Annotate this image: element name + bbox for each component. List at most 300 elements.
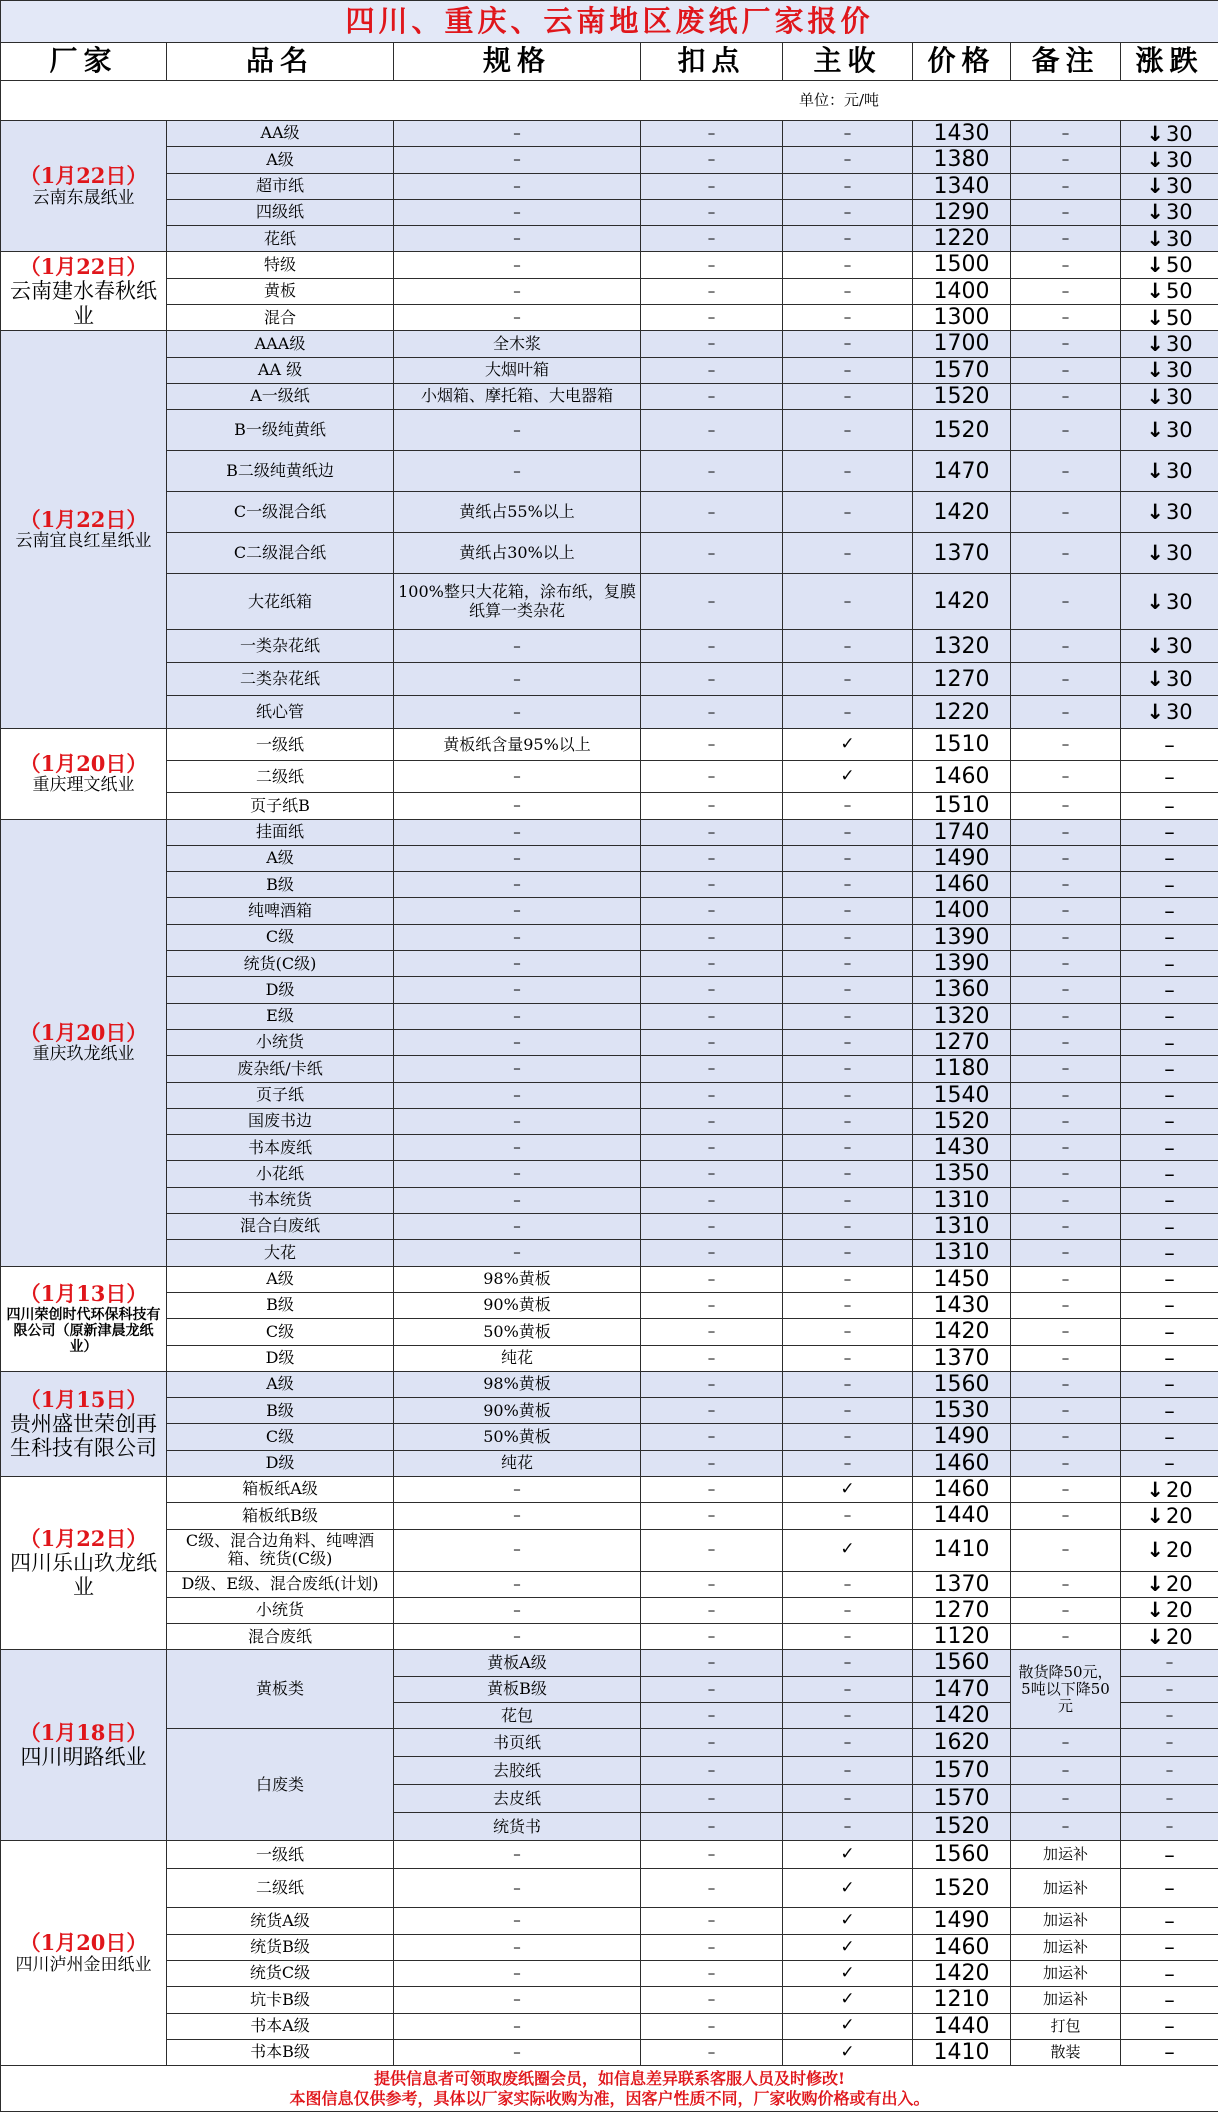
- price-change: –: [1121, 1785, 1218, 1813]
- table-row: [1, 630, 1218, 663]
- main-purchase-cell: –: [783, 1757, 913, 1785]
- price-change: [1121, 305, 1218, 331]
- product-name: C级: [167, 1319, 394, 1345]
- main-purchase-cell: –: [783, 1108, 913, 1134]
- spec-cell: 去皮纸: [394, 1785, 641, 1813]
- price-cell: 1420: [913, 1703, 1011, 1729]
- table-row: [1, 1624, 1218, 1650]
- change-value: 20: [1166, 1504, 1193, 1528]
- note-cell: 加运补: [1011, 1841, 1121, 1869]
- quote-date: （1月15日）: [5, 1388, 162, 1412]
- spec-cell: –: [394, 1503, 641, 1529]
- note-cell: –: [1011, 1729, 1121, 1757]
- product-name: 四级纸: [167, 199, 394, 225]
- product-name: C一级混合纸: [167, 492, 394, 533]
- change-value: 30: [1166, 459, 1193, 483]
- product-name: D级: [167, 1345, 394, 1371]
- main-purchase-cell: –: [783, 1161, 913, 1187]
- spec-cell: –: [394, 819, 641, 845]
- price-change: –: [1121, 1161, 1218, 1187]
- deduction-cell: –: [641, 1476, 783, 1502]
- price-cell: 1370: [913, 1571, 1011, 1597]
- spec-cell: –: [394, 1135, 641, 1161]
- deduction-cell: –: [641, 492, 783, 533]
- change-value: 30: [1166, 122, 1193, 146]
- price-cell: 1410: [913, 1529, 1011, 1571]
- price-change: [1121, 1529, 1218, 1571]
- checkmark-icon: ✓: [783, 2039, 913, 2065]
- deduction-cell: –: [641, 729, 783, 761]
- product-name: 纯啤酒箱: [167, 898, 394, 924]
- price-change: [1121, 1476, 1218, 1502]
- price-change: [1121, 357, 1218, 383]
- spec-cell: –: [394, 1187, 641, 1213]
- deduction-cell: –: [641, 1729, 783, 1757]
- main-purchase-cell: –: [783, 1266, 913, 1292]
- spec-cell: 90%黄板: [394, 1292, 641, 1318]
- spec-cell: 90%黄板: [394, 1398, 641, 1424]
- product-name: A级: [167, 1266, 394, 1292]
- deduction-cell: –: [641, 2039, 783, 2065]
- table-row: [1, 1266, 1218, 1292]
- header-factory: 厂家: [1, 43, 167, 81]
- spec-cell: –: [394, 845, 641, 871]
- quote-date: （1月22日）: [5, 1527, 162, 1551]
- product-group: 黄板类: [167, 1650, 394, 1729]
- table-row: [1, 2013, 1218, 2039]
- price-change: –: [1121, 1082, 1218, 1108]
- price-change: –: [1121, 1266, 1218, 1292]
- note-cell: –: [1011, 1398, 1121, 1424]
- spec-cell: –: [394, 1597, 641, 1623]
- main-purchase-cell: –: [783, 1082, 913, 1108]
- note-cell: –: [1011, 357, 1121, 383]
- note-cell: –: [1011, 1757, 1121, 1785]
- table-row: [1, 1841, 1218, 1869]
- spec-cell: 黄纸占55%以上: [394, 492, 641, 533]
- deduction-cell: –: [641, 1398, 783, 1424]
- price-cell: 1430: [913, 1292, 1011, 1318]
- price-cell: 1210: [913, 1987, 1011, 2013]
- note-cell: –: [1011, 1135, 1121, 1161]
- header-row: [1, 43, 1218, 81]
- main-purchase-cell: –: [783, 1650, 913, 1676]
- product-name: 大花: [167, 1240, 394, 1266]
- product-name: 书本废纸: [167, 1135, 394, 1161]
- table-row: [1, 199, 1218, 225]
- price-cell: 1370: [913, 533, 1011, 574]
- main-purchase-cell: –: [783, 1214, 913, 1240]
- spec-cell: 50%黄板: [394, 1424, 641, 1450]
- unit-label: 单位：元/吨: [1, 81, 1218, 121]
- table-row: [1, 819, 1218, 845]
- change-value: 20: [1166, 1538, 1193, 1562]
- price-change: [1121, 147, 1218, 173]
- product-name: 国废书边: [167, 1108, 394, 1134]
- factory-name: 云南东晟纸业: [5, 189, 162, 209]
- note-cell: –: [1011, 1345, 1121, 1371]
- main-purchase-cell: –: [783, 1785, 913, 1813]
- quote-date: （1月22日）: [5, 255, 162, 279]
- price-cell: 1430: [913, 121, 1011, 147]
- price-change: [1121, 1624, 1218, 1650]
- note-cell: –: [1011, 278, 1121, 304]
- spec-cell: –: [394, 1214, 641, 1240]
- spec-cell: –: [394, 1082, 641, 1108]
- deduction-cell: –: [641, 951, 783, 977]
- product-name: 小花纸: [167, 1161, 394, 1187]
- table-row: [1, 305, 1218, 331]
- spec-cell: –: [394, 226, 641, 252]
- price-change: –: [1121, 1703, 1218, 1729]
- factory-name: 重庆玖龙纸业: [5, 1045, 162, 1065]
- price-change: –: [1121, 1345, 1218, 1371]
- note-cell: –: [1011, 1029, 1121, 1055]
- price-cell: 1740: [913, 819, 1011, 845]
- main-purchase-cell: –: [783, 1345, 913, 1371]
- deduction-cell: –: [641, 898, 783, 924]
- down-arrow-icon: ↓: [1146, 634, 1164, 658]
- spec-cell: –: [394, 305, 641, 331]
- factory-name: 四川明路纸业: [5, 1745, 162, 1769]
- table-row: [1, 226, 1218, 252]
- factory-cell: [1, 729, 167, 819]
- deduction-cell: –: [641, 331, 783, 357]
- spec-cell: –: [394, 1934, 641, 1960]
- main-purchase-cell: –: [783, 357, 913, 383]
- change-value: 30: [1166, 418, 1193, 442]
- spec-cell: –: [394, 121, 641, 147]
- product-name: 花纸: [167, 226, 394, 252]
- price-change: –: [1121, 1650, 1218, 1676]
- note-cell: –: [1011, 226, 1121, 252]
- spec-cell: –: [394, 410, 641, 451]
- checkmark-icon: ✓: [783, 1934, 913, 1960]
- table-row: [1, 761, 1218, 793]
- factory-cell: [1, 121, 167, 252]
- note-cell: –: [1011, 1319, 1121, 1345]
- note-cell: –: [1011, 252, 1121, 278]
- deduction-cell: –: [641, 2013, 783, 2039]
- price-change: –: [1121, 1292, 1218, 1318]
- deduction-cell: –: [641, 383, 783, 409]
- price-cell: 1290: [913, 199, 1011, 225]
- table-row: [1, 1319, 1218, 1345]
- spec-cell: 书页纸: [394, 1729, 641, 1757]
- deduction-cell: –: [641, 1082, 783, 1108]
- table-row: [1, 1187, 1218, 1213]
- table-row: [1, 872, 1218, 898]
- price-cell: 1350: [913, 1161, 1011, 1187]
- main-purchase-cell: –: [783, 533, 913, 574]
- spec-cell: –: [394, 2039, 641, 2065]
- price-cell: 1370: [913, 1345, 1011, 1371]
- note-cell: –: [1011, 819, 1121, 845]
- deduction-cell: –: [641, 1056, 783, 1082]
- price-cell: 1620: [913, 1729, 1011, 1757]
- product-name: A一级纸: [167, 383, 394, 409]
- down-arrow-icon: ↓: [1146, 227, 1164, 251]
- note-cell: –: [1011, 383, 1121, 409]
- down-arrow-icon: ↓: [1146, 332, 1164, 356]
- spec-cell: –: [394, 199, 641, 225]
- spec-cell: 黄板纸含量95%以上: [394, 729, 641, 761]
- header-change: 涨跌: [1121, 43, 1218, 81]
- deduction-cell: –: [641, 1135, 783, 1161]
- deduction-cell: –: [641, 1624, 783, 1650]
- change-value: 30: [1166, 700, 1193, 724]
- note-cell: 打包: [1011, 2013, 1121, 2039]
- product-name: 二级纸: [167, 761, 394, 793]
- table-row: [1, 1987, 1218, 2013]
- spec-cell: 黄板A级: [394, 1650, 641, 1676]
- price-change: [1121, 492, 1218, 533]
- price-cell: 1440: [913, 2013, 1011, 2039]
- spec-cell: –: [394, 1056, 641, 1082]
- table-row: [1, 492, 1218, 533]
- spec-cell: 50%黄板: [394, 1319, 641, 1345]
- table-row: [1, 845, 1218, 871]
- note-cell: –: [1011, 305, 1121, 331]
- price-change: –: [1121, 1869, 1218, 1908]
- spec-cell: 全木浆: [394, 331, 641, 357]
- table-row: [1, 121, 1218, 147]
- product-group: 白废类: [167, 1729, 394, 1841]
- main-purchase-cell: –: [783, 1571, 913, 1597]
- change-value: 20: [1166, 1478, 1193, 1502]
- note-cell: –: [1011, 1108, 1121, 1134]
- table-row: [1, 729, 1218, 761]
- price-cell: 1570: [913, 1757, 1011, 1785]
- note-cell: –: [1011, 492, 1121, 533]
- deduction-cell: –: [641, 1529, 783, 1571]
- deduction-cell: –: [641, 1703, 783, 1729]
- note-cell: –: [1011, 1056, 1121, 1082]
- product-name: C级: [167, 924, 394, 950]
- main-purchase-cell: –: [783, 451, 913, 492]
- spec-cell: 黄板B级: [394, 1676, 641, 1702]
- note-cell: –: [1011, 1571, 1121, 1597]
- deduction-cell: –: [641, 1813, 783, 1841]
- product-name: 统货B级: [167, 1934, 394, 1960]
- table-row: [1, 1476, 1218, 1502]
- spec-cell: –: [394, 278, 641, 304]
- price-change: –: [1121, 924, 1218, 950]
- table-row: [1, 331, 1218, 357]
- price-change: –: [1121, 1987, 1218, 2013]
- product-name: 超市纸: [167, 173, 394, 199]
- product-name: 混合白废纸: [167, 1214, 394, 1240]
- spec-cell: –: [394, 1908, 641, 1934]
- main-purchase-cell: –: [783, 1135, 913, 1161]
- price-change: –: [1121, 1108, 1218, 1134]
- price-change: –: [1121, 761, 1218, 793]
- note-cell: –: [1011, 1624, 1121, 1650]
- main-purchase-cell: –: [783, 1624, 913, 1650]
- table-row: [1, 1503, 1218, 1529]
- price-change: [1121, 1597, 1218, 1623]
- price-change: –: [1121, 1187, 1218, 1213]
- table-row: [1, 1135, 1218, 1161]
- product-name: 统货C级: [167, 1960, 394, 1986]
- factory-name: 云南建水春秋纸业: [5, 279, 162, 327]
- checkmark-icon: ✓: [783, 1529, 913, 1571]
- note-cell: –: [1011, 1187, 1121, 1213]
- factory-name: 四川乐山玖龙纸业: [5, 1551, 162, 1599]
- main-purchase-cell: –: [783, 663, 913, 696]
- spec-cell: –: [394, 1240, 641, 1266]
- deduction-cell: –: [641, 977, 783, 1003]
- footer-row: [1, 2066, 1218, 2112]
- main-purchase-cell: –: [783, 410, 913, 451]
- product-name: 纸心管: [167, 696, 394, 729]
- checkmark-icon: ✓: [783, 1908, 913, 1934]
- spec-cell: –: [394, 924, 641, 950]
- price-change: [1121, 574, 1218, 630]
- change-value: 20: [1166, 1625, 1193, 1649]
- price-change: [1121, 173, 1218, 199]
- note-cell: –: [1011, 1266, 1121, 1292]
- main-purchase-cell: –: [783, 121, 913, 147]
- factory-cell: [1, 1371, 167, 1476]
- quote-date: （1月13日）: [5, 1282, 162, 1306]
- spec-cell: –: [394, 1960, 641, 1986]
- quote-date: （1月22日）: [5, 164, 162, 188]
- down-arrow-icon: ↓: [1146, 1625, 1164, 1649]
- note-cell: –: [1011, 924, 1121, 950]
- main-purchase-cell: –: [783, 793, 913, 819]
- deduction-cell: –: [641, 1841, 783, 1869]
- note-cell: –: [1011, 1214, 1121, 1240]
- change-value: 30: [1166, 358, 1193, 382]
- note-cell: –: [1011, 451, 1121, 492]
- product-name: 书本B级: [167, 2039, 394, 2065]
- down-arrow-icon: ↓: [1146, 459, 1164, 483]
- main-purchase-cell: –: [783, 1187, 913, 1213]
- main-purchase-cell: –: [783, 1703, 913, 1729]
- deduction-cell: –: [641, 121, 783, 147]
- product-name: 页子纸B: [167, 793, 394, 819]
- price-cell: 1420: [913, 492, 1011, 533]
- note-cell: 加运补: [1011, 1987, 1121, 2013]
- price-change: –: [1121, 1319, 1218, 1345]
- price-change: –: [1121, 1424, 1218, 1450]
- main-purchase-cell: –: [783, 1003, 913, 1029]
- main-purchase-cell: –: [783, 331, 913, 357]
- down-arrow-icon: ↓: [1146, 1598, 1164, 1622]
- note-cell: 加运补: [1011, 1934, 1121, 1960]
- header-note: 备注: [1011, 43, 1121, 81]
- main-purchase-cell: –: [783, 819, 913, 845]
- note-cell: –: [1011, 1161, 1121, 1187]
- deduction-cell: –: [641, 845, 783, 871]
- note-cell: –: [1011, 872, 1121, 898]
- price-cell: 1310: [913, 1187, 1011, 1213]
- deduction-cell: –: [641, 1003, 783, 1029]
- quote-date: （1月20日）: [5, 1931, 162, 1955]
- change-value: 30: [1166, 590, 1193, 614]
- price-cell: 1440: [913, 1503, 1011, 1529]
- note-cell: –: [1011, 1450, 1121, 1476]
- price-cell: 1340: [913, 173, 1011, 199]
- table-row: [1, 1960, 1218, 1986]
- product-name: 废杂纸/卡纸: [167, 1056, 394, 1082]
- table-row: [1, 357, 1218, 383]
- price-change: –: [1121, 1398, 1218, 1424]
- main-purchase-cell: –: [783, 1729, 913, 1757]
- price-cell: 1300: [913, 305, 1011, 331]
- deduction-cell: –: [641, 226, 783, 252]
- price-cell: 1520: [913, 1813, 1011, 1841]
- main-purchase-cell: –: [783, 696, 913, 729]
- main-purchase-cell: –: [783, 951, 913, 977]
- checkmark-icon: ✓: [783, 1869, 913, 1908]
- deduction-cell: –: [641, 761, 783, 793]
- spec-cell: –: [394, 696, 641, 729]
- footer-line-1: 提供信息者可领取废纸圈会员，如信息差异联系客服人员及时修改!: [5, 2069, 1214, 2089]
- down-arrow-icon: ↓: [1146, 541, 1164, 565]
- price-change: [1121, 252, 1218, 278]
- product-name: AA 级: [167, 357, 394, 383]
- factory-name: 四川泸州金田纸业: [5, 1956, 162, 1976]
- main-purchase-cell: –: [783, 147, 913, 173]
- main-purchase-cell: –: [783, 1029, 913, 1055]
- spec-cell: –: [394, 630, 641, 663]
- product-name: C级: [167, 1424, 394, 1450]
- factory-name: 贵州盛世荣创再生科技有限公司: [5, 1412, 162, 1460]
- table-row: [1, 1108, 1218, 1134]
- product-name: A级: [167, 1371, 394, 1397]
- page-title: 四川、重庆、云南地区废纸厂家报价: [1, 1, 1218, 43]
- spec-cell: –: [394, 872, 641, 898]
- table-row: [1, 451, 1218, 492]
- note-cell: 散装: [1011, 2039, 1121, 2065]
- spec-cell: –: [394, 663, 641, 696]
- product-name: B级: [167, 1398, 394, 1424]
- main-purchase-cell: –: [783, 872, 913, 898]
- down-arrow-icon: ↓: [1146, 358, 1164, 382]
- price-cell: 1220: [913, 226, 1011, 252]
- price-change: –: [1121, 2013, 1218, 2039]
- price-cell: 1520: [913, 383, 1011, 409]
- table-row: [1, 663, 1218, 696]
- down-arrow-icon: ↓: [1146, 200, 1164, 224]
- price-cell: 1490: [913, 845, 1011, 871]
- price-change: –: [1121, 1371, 1218, 1397]
- price-cell: 1490: [913, 1424, 1011, 1450]
- price-change: [1121, 533, 1218, 574]
- product-name: D级: [167, 977, 394, 1003]
- down-arrow-icon: ↓: [1146, 500, 1164, 524]
- spec-cell: 100%整只大花箱，涂布纸，复膜纸算一类杂花: [394, 574, 641, 630]
- deduction-cell: –: [641, 1597, 783, 1623]
- down-arrow-icon: ↓: [1146, 590, 1164, 614]
- price-change: –: [1121, 1960, 1218, 1986]
- spec-cell: 98%黄板: [394, 1371, 641, 1397]
- price-cell: 1270: [913, 663, 1011, 696]
- factory-cell: [1, 1476, 167, 1649]
- spec-cell: –: [394, 1987, 641, 2013]
- table-row: [1, 383, 1218, 409]
- note-cell: –: [1011, 793, 1121, 819]
- price-cell: 1180: [913, 1056, 1011, 1082]
- deduction-cell: –: [641, 1908, 783, 1934]
- price-cell: 1310: [913, 1240, 1011, 1266]
- product-name: C级、混合边角料、纯啤酒箱、统货(C级): [167, 1529, 394, 1571]
- main-purchase-cell: –: [783, 1813, 913, 1841]
- deduction-cell: –: [641, 1987, 783, 2013]
- header-product: 品名: [167, 43, 394, 81]
